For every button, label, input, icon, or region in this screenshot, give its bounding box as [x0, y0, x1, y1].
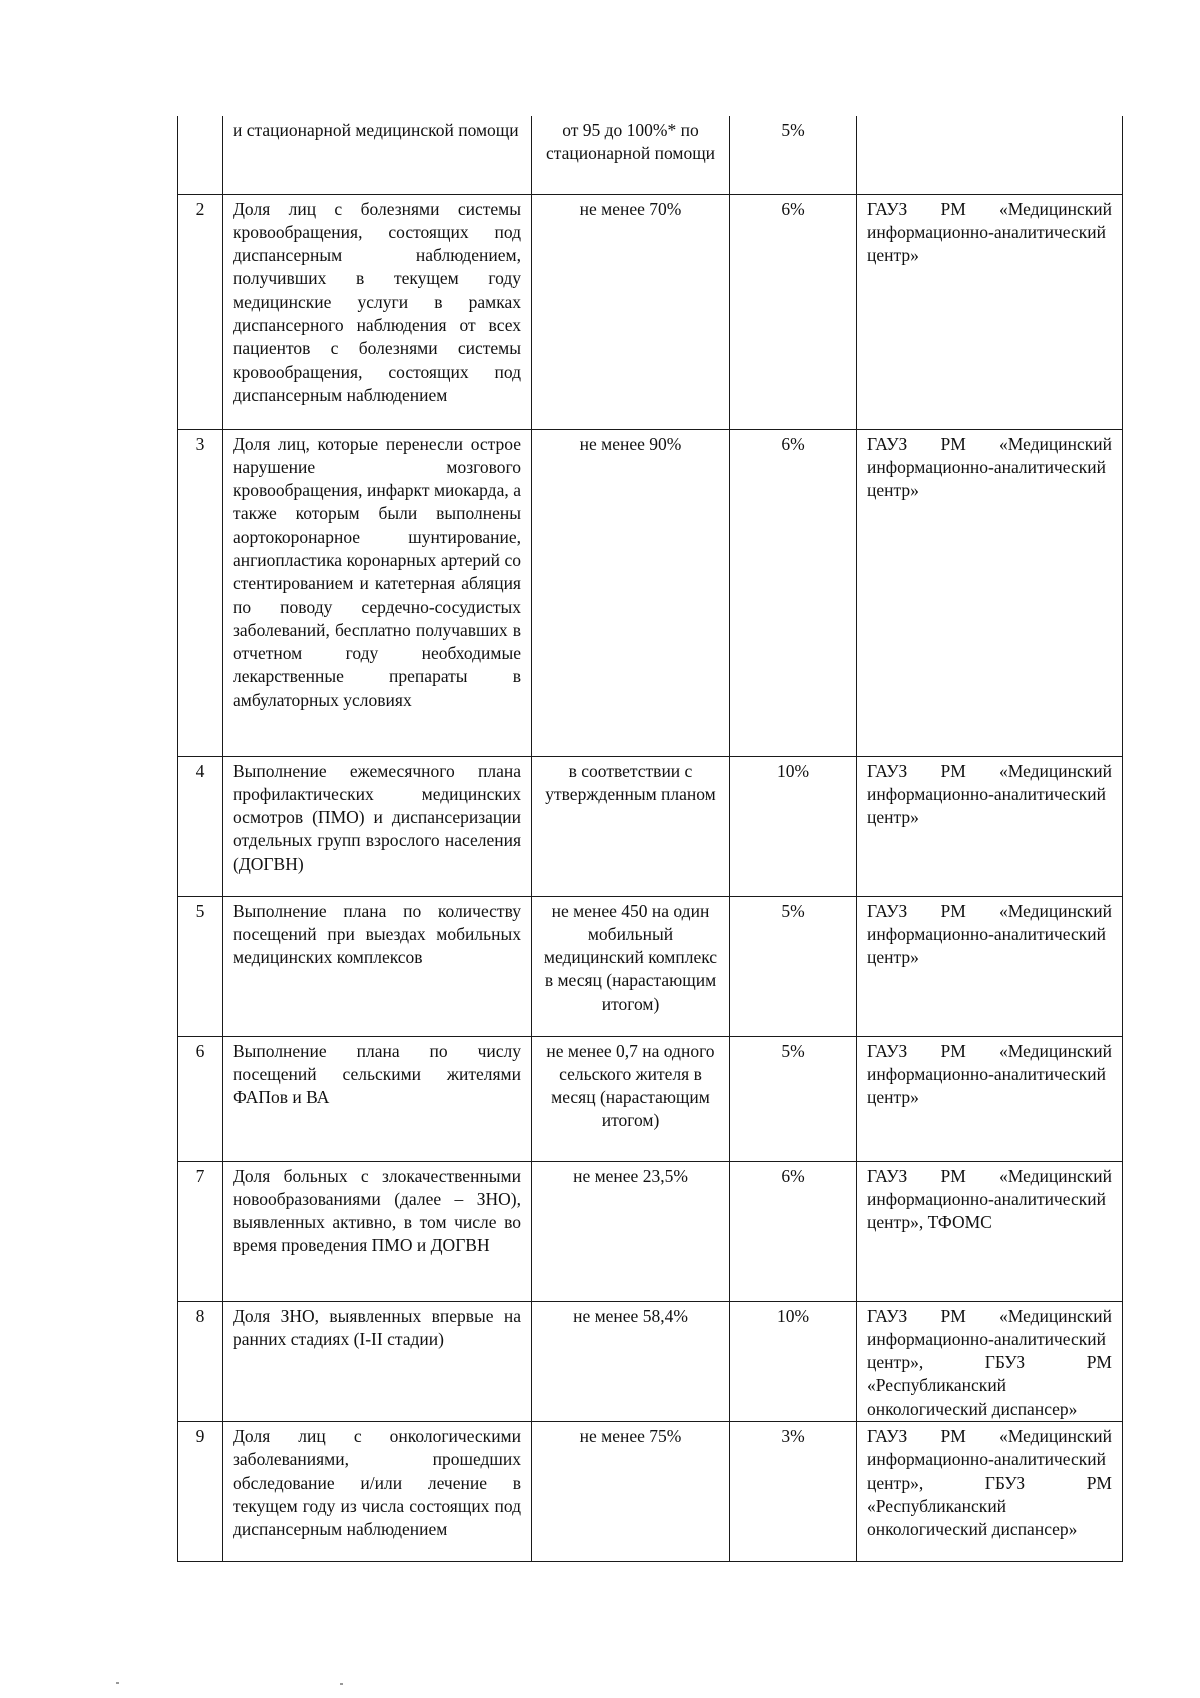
data-source: ГАУЗ РМ «Медицинский информационно-аналитический центр»: [857, 756, 1123, 896]
data-source: ГАУЗ РМ «Медицинский информационно-аналитический центр», ТФОМС: [857, 1161, 1123, 1301]
indicator-name: Доля больных с злокачественными новообразованиями (далее – ЗНО), выявленных активно, в том числе во время проведения ПМО и ДОГВН: [223, 1161, 532, 1301]
weight-value: 5%: [730, 1036, 857, 1161]
row-number: 8: [178, 1301, 223, 1421]
row-number: 3: [178, 429, 223, 756]
weight-value: 10%: [730, 1301, 857, 1421]
row-number: [178, 116, 223, 194]
table-row: [178, 896, 1123, 1036]
data-source: ГАУЗ РМ «Медицинский информационно-аналитический центр»: [857, 429, 1123, 756]
weight-value: 5%: [730, 896, 857, 1036]
data-source: ГАУЗ РМ «Медицинский информационно-аналитический центр», ГБУЗ РМ «Республиканский онкологический диспансер»: [857, 1421, 1123, 1561]
target-value: не менее 0,7 на одного сельского жителя в месяц (нарастающим итогом): [532, 1036, 730, 1161]
weight-value: 5%: [730, 116, 857, 194]
target-value: в соответствии с утвержденным планом: [532, 756, 730, 896]
row-number: 2: [178, 194, 223, 429]
row-number: 4: [178, 756, 223, 896]
target-value: не менее 75%: [532, 1421, 730, 1561]
data-source: ГАУЗ РМ «Медицинский информационно-аналитический центр»: [857, 194, 1123, 429]
target-value: не менее 90%: [532, 429, 730, 756]
target-value: от 95 до 100%* по стационарной помощи: [532, 116, 730, 194]
scan-speck: [340, 1683, 343, 1685]
table-row: [178, 1036, 1123, 1161]
row-number: 6: [178, 1036, 223, 1161]
indicator-name: Доля лиц, которые перенесли острое нарушение мозгового кровообращения, инфаркт миокарда, а также которым были выполнены аортокоронарное шунтирование, ангиопластика коронарных артерий со стентированием и катетерная абляция по поводу сердечно-сосудистых заболеваний, бесплатно получавших в отчетном году необходимые лекарственные препараты в амбулаторных условиях: [223, 429, 532, 756]
weight-value: 10%: [730, 756, 857, 896]
indicator-name: и стационарной медицинской помощи: [223, 116, 532, 194]
row-number: 7: [178, 1161, 223, 1301]
table-row: [178, 429, 1123, 756]
weight-value: 6%: [730, 194, 857, 429]
indicator-name: Выполнение плана по количеству посещений при выездах мобильных медицинских комплексов: [223, 896, 532, 1036]
target-value: не менее 70%: [532, 194, 730, 429]
indicator-name: Выполнение плана по числу посещений сельскими жителями ФАПов и ВА: [223, 1036, 532, 1161]
data-source: ГАУЗ РМ «Медицинский информационно-аналитический центр»: [857, 1036, 1123, 1161]
table-row: [178, 1301, 1123, 1421]
table-row: [178, 116, 1123, 194]
data-source: [857, 116, 1123, 194]
scan-noise: [110, 1680, 370, 1686]
data-source: ГАУЗ РМ «Медицинский информационно-аналитический центр», ГБУЗ РМ «Республиканский онкологический диспансер»: [857, 1301, 1123, 1421]
indicator-name: Выполнение ежемесячного плана профилактических медицинских осмотров (ПМО) и диспансеризации отдельных групп взрослого населения (ДОГВН): [223, 756, 532, 896]
table-row: [178, 1421, 1123, 1561]
target-value: не менее 450 на один мобильный медицинский комплекс в месяц (нарастающим итогом): [532, 896, 730, 1036]
weight-value: 6%: [730, 429, 857, 756]
weight-value: 6%: [730, 1161, 857, 1301]
row-number: 9: [178, 1421, 223, 1561]
indicator-name: Доля лиц с болезнями системы кровообращения, состоящих под диспансерным наблюдением, получивших в текущем году медицинские услуги в рамках диспансерного наблюдения от всех пациентов с болезнями системы кровообращения, состоящих под диспансерным наблюдением: [223, 194, 532, 429]
table-row: [178, 194, 1123, 429]
indicator-name: Доля лиц с онкологическими заболеваниями, прошедших обследование и/или лечение в текущем году из числа состоящих под диспансерным наблюдением: [223, 1421, 532, 1561]
target-value: не менее 23,5%: [532, 1161, 730, 1301]
indicator-name: Доля ЗНО, выявленных впервые на ранних стадиях (I-II стадии): [223, 1301, 532, 1421]
indicators-table: [177, 116, 1123, 1562]
table-row: [178, 756, 1123, 896]
row-number: 5: [178, 896, 223, 1036]
data-source: ГАУЗ РМ «Медицинский информационно-аналитический центр»: [857, 896, 1123, 1036]
table-row: [178, 1161, 1123, 1301]
weight-value: 3%: [730, 1421, 857, 1561]
target-value: не менее 58,4%: [532, 1301, 730, 1421]
scan-speck: [116, 1682, 119, 1684]
